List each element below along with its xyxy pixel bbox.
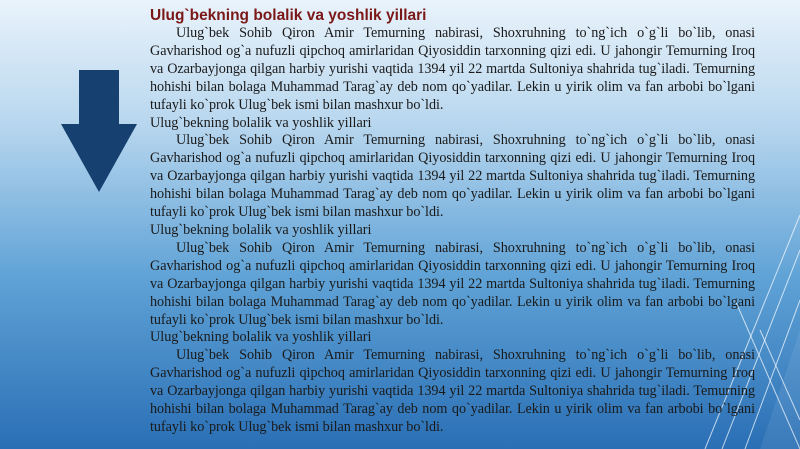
slide-content (150, 6, 755, 437)
down-arrow-icon (61, 70, 137, 192)
paragraph: Ulug`bek Sohib Qiron Amir Temurning nabirasi, Shoxruhning to`ng`ich o`g`li bo`lib, onasi Gavharishod og`a nufuzli qipchoq amirlaridan Qiyosiddin tarxonning qizi edi. U jahongir Temurning Iroq va Ozarbayjonga qilgan harbiy yurishi vaqtida 1394 yil 22 martda Sultoniya shahrida tug`iladi. Temurning hohishi bilan bolaga Muhammad Tarag`ay deb nom qo`yadilar. Lekin u yirik olim va fan arbobi bo`lgani tufayli ko`prok Ulug`bek ismi bilan mashxur bo`ldi. (150, 25, 755, 113)
section-heading: Ulug`bekning bolalik va yoshlik yillari (150, 114, 372, 131)
paragraph: Ulug`bek Sohib Qiron Amir Temurning nabirasi, Shoxruhning to`ng`ich o`g`li bo`lib, onasi Gavharishod og`a nufuzli qipchoq amirlaridan Qiyosiddin tarxonning qizi edi. U jahongir Temurning Iroq va Ozarbayjonga qilgan harbiy yurishi vaqtida 1394 yil 22 martda Sultoniya shahrida tug`iladi. Temurning hohishi bilan bolaga Muhammad Tarag`ay deb nom qo`yadilar. Lekin u yirik olim va fan arbobi bo`lgani tufayli ko`prok Ulug`bek ismi bilan mashxur bo`ldi. (150, 132, 755, 221)
text-block-2 (150, 115, 755, 222)
text-block-1 (150, 25, 755, 115)
section-heading: Ulug`bekning bolalik va yoshlik yillari (150, 329, 372, 346)
slide-title: Ulug`bekning bolalik va yoshlik yillari (150, 7, 427, 24)
paragraph: Ulug`bek Sohib Qiron Amir Temurning nabirasi, Shoxruhning to`ng`ich o`g`li bo`lib, onasi Gavharishod og`a nufuzli qipchoq amirlaridan Qiyosiddin tarxonning qizi edi. U jahongir Temurning Iroq va Ozarbayjonga qilgan harbiy yurishi vaqtida 1394 yil 22 martda Sultoniya shahrida tug`iladi. Temurning hohishi bilan bolaga Muhammad Tarag`ay deb nom qo`yadilar. Lekin u yirik olim va fan arbobi bo`lgani tufayli ko`prok Ulug`bek ismi bilan mashxur bo`ldi. (150, 239, 755, 328)
paragraph: Ulug`bek Sohib Qiron Amir Temurning nabirasi, Shoxruhning to`ng`ich o`g`li bo`lib, onasi Gavharishod og`a nufuzli qipchoq amirlaridan Qiyosiddin tarxonning qizi edi. U jahongir Temurning Iroq va Ozarbayjonga qilgan harbiy yurishi vaqtida 1394 yil 22 martda Sultoniya shahrida tug`iladi. Temurning hohishi bilan bolaga Muhammad Tarag`ay deb nom qo`yadilar. Lekin u yirik olim va fan arbobi bo`lgani tufayli ko`prok Ulug`bek ismi bilan mashxur bo`ldi. (150, 347, 755, 435)
section-heading: Ulug`bekning bolalik va yoshlik yillari (150, 221, 372, 238)
text-block-3 (150, 222, 755, 329)
text-block-4 (150, 329, 755, 436)
